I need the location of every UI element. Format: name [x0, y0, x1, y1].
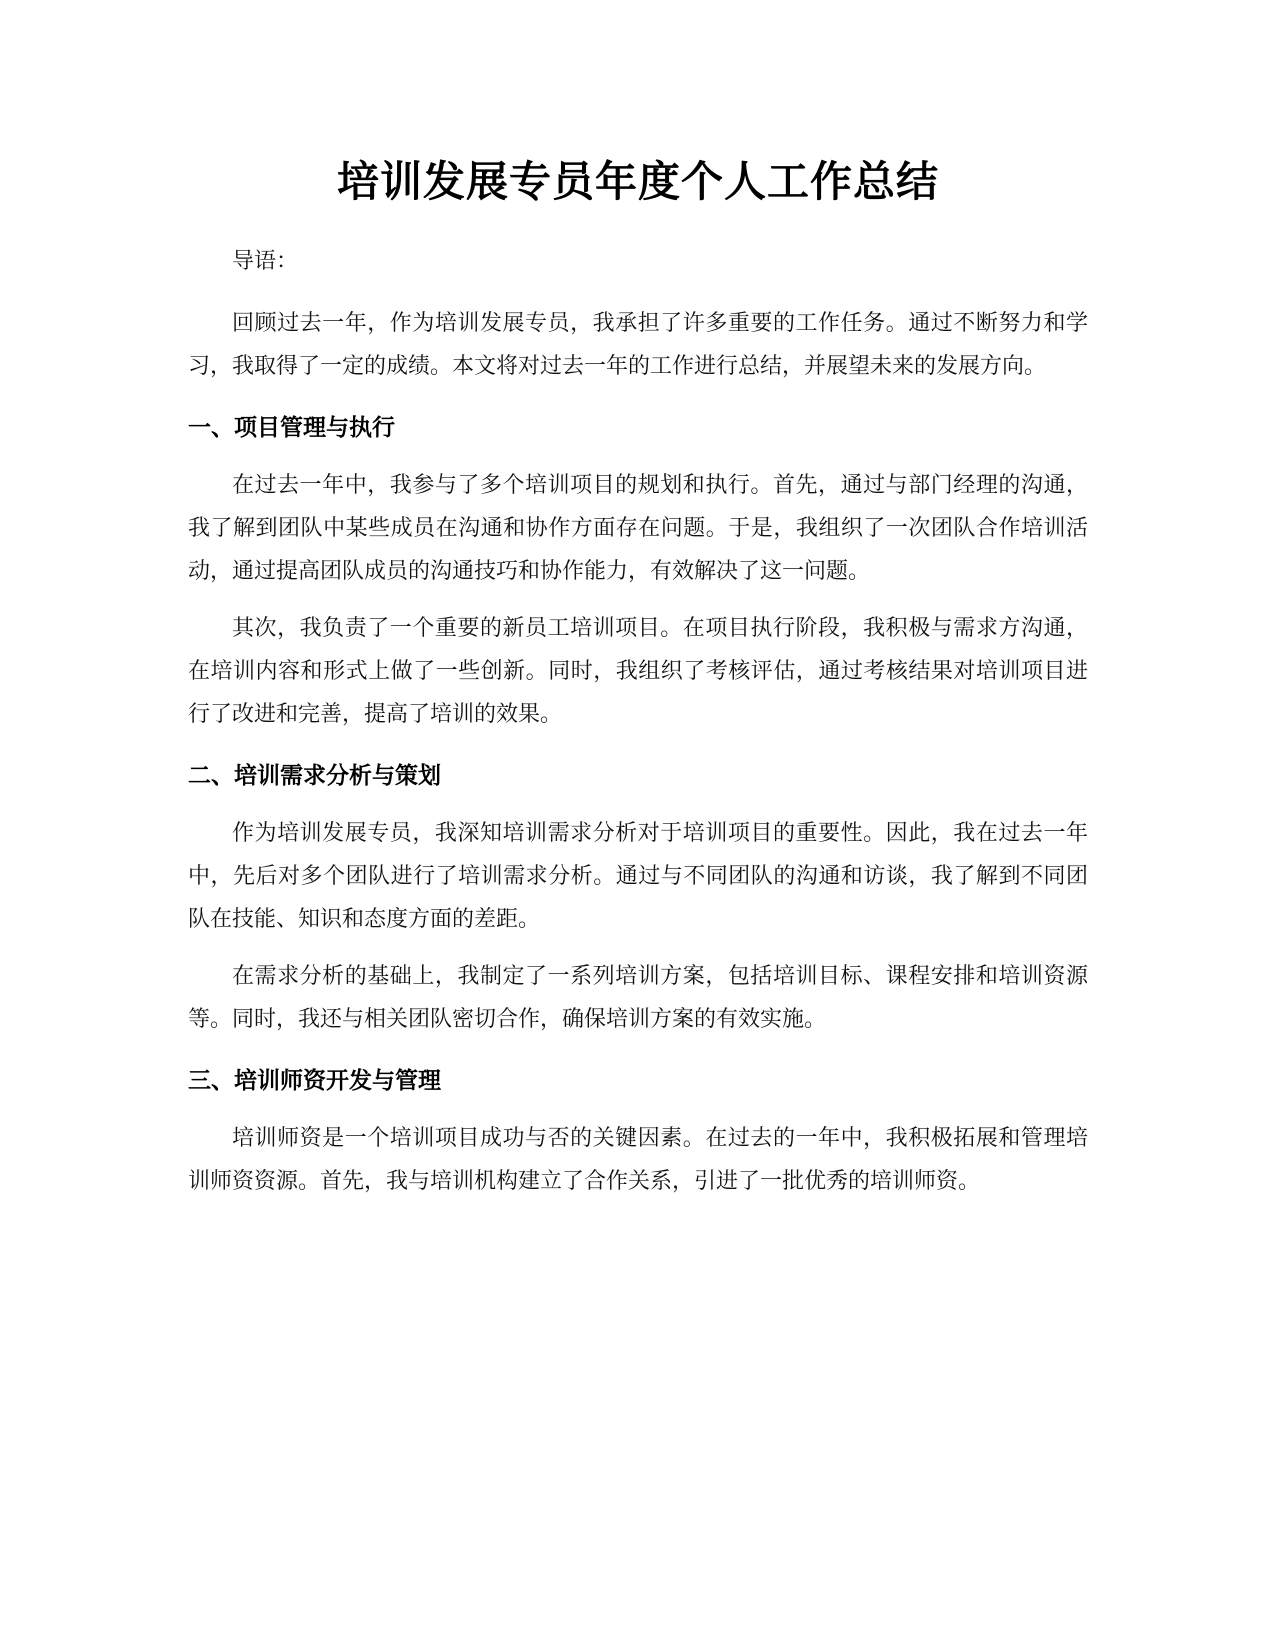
section-heading: 二、培训需求分析与策划 [188, 763, 441, 789]
section-project-management [188, 408, 1088, 736]
section-needs-analysis [188, 756, 1088, 1041]
section-paragraph: 在需求分析的基础上，我制定了一系列培训方案，包括培训目标、课程安排和培训资源等。同时，我还与相关团队密切合作，确保培训方案的有效实施。 [188, 964, 1088, 1032]
document-title: 培训发展专员年度个人工作总结 [336, 157, 939, 206]
section-heading: 一、项目管理与执行 [188, 415, 395, 441]
section-trainer-development [188, 1061, 1088, 1203]
document-body [188, 150, 1088, 1203]
section-paragraph: 在过去一年中，我参与了多个培训项目的规划和执行。首先，通过与部门经理的沟通，我了解到团队中某些成员在沟通和协作方面存在问题。于是，我组织了一次团队合作培训活动，通过提高团队成员的沟通技巧和协作能力，有效解决了这一问题。 [188, 473, 1088, 584]
section-paragraph: 培训师资是一个培训项目成功与否的关键因素。在过去的一年中，我积极拓展和管理培训师资资源。首先，我与培训机构建立了合作关系，引进了一批优秀的培训师资。 [188, 1126, 1088, 1194]
lead-label: 导语： [232, 249, 299, 274]
section-heading: 三、培训师资开发与管理 [188, 1068, 441, 1094]
section-paragraph: 其次，我负责了一个重要的新员工培训项目。在项目执行阶段，我积极与需求方沟通，在培训内容和形式上做了一些创新。同时，我组织了考核评估，通过考核结果对培训项目进行了改进和完善，提高了培训的效果。 [188, 616, 1088, 727]
intro-paragraph: 回顾过去一年，作为培训发展专员，我承担了许多重要的工作任务。通过不断努力和学习，我取得了一定的成绩。本文将对过去一年的工作进行总结，并展望未来的发展方向。 [188, 311, 1088, 379]
section-paragraph: 作为培训发展专员，我深知培训需求分析对于培训项目的重要性。因此，我在过去一年中，先后对多个团队进行了培训需求分析。通过与不同团队的沟通和访谈，我了解到不同团队在技能、知识和态度方面的差距。 [188, 821, 1088, 932]
